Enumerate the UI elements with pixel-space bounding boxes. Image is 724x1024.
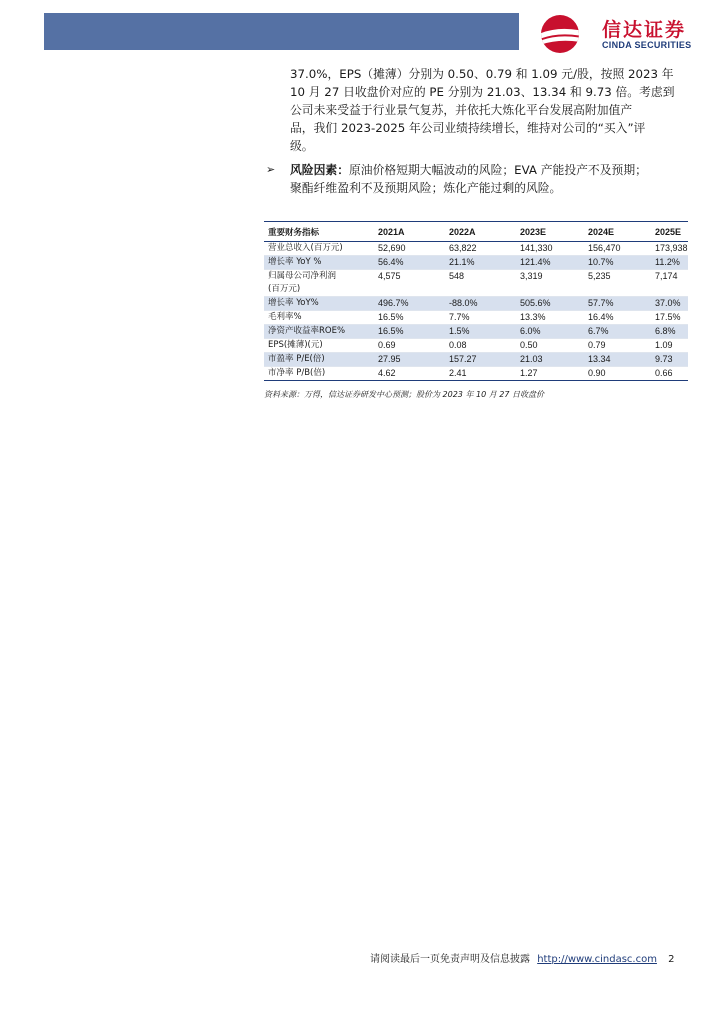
paragraph-line: 公司未来受益于行业景气复苏，并依托大炼化平台发展高附加值产 xyxy=(290,103,633,117)
table-cell: 21.03 xyxy=(516,353,584,367)
table-cell: 5,235 xyxy=(584,270,651,297)
table-cell: 505.6% xyxy=(516,297,584,311)
table-cell: 0.90 xyxy=(584,367,651,381)
cinda-logo-icon xyxy=(531,13,593,55)
table-cell: 37.0% xyxy=(651,297,688,311)
paragraph-line: 品，我们 2023-2025 年公司业绩持续增长，维持对公司的“买入”评 xyxy=(290,121,646,135)
table-cell: 7.7% xyxy=(445,311,516,325)
table-cell: 1.5% xyxy=(445,325,516,339)
table-row xyxy=(264,339,688,353)
page-number: 2 xyxy=(668,954,675,965)
table-row xyxy=(264,311,688,325)
table-cell: 27.95 xyxy=(374,353,445,367)
table-cell: 9.73 xyxy=(651,353,688,367)
table-cell: 0.69 xyxy=(374,339,445,353)
financial-table xyxy=(264,221,688,381)
table-row xyxy=(264,297,688,311)
table-cell: 4.62 xyxy=(374,367,445,381)
column-header: 2022A xyxy=(445,222,516,242)
table-cell: 0.66 xyxy=(651,367,688,381)
table-row xyxy=(264,270,688,297)
table-row xyxy=(264,353,688,367)
risk-line: 聚酯纤维盈利不及预期风险；炼化产能过剩的风险。 xyxy=(290,181,562,195)
table-cell: 157.27 xyxy=(445,353,516,367)
row-label: 增长率 YoY % xyxy=(264,256,374,270)
column-header: 2024E xyxy=(584,222,651,242)
table-cell: 13.34 xyxy=(584,353,651,367)
table-cell: 52,690 xyxy=(374,242,445,256)
brand-name-en: CINDA SECURITIES xyxy=(602,40,692,50)
column-header: 2025E xyxy=(651,222,688,242)
footer-website-link[interactable]: http://www.cindasc.com xyxy=(537,954,657,965)
bullet-arrow-icon: ➢ xyxy=(266,163,276,176)
table-cell: 6.8% xyxy=(651,325,688,339)
table-cell: 6.7% xyxy=(584,325,651,339)
table-cell: 0.50 xyxy=(516,339,584,353)
table-cell: 121.4% xyxy=(516,256,584,270)
row-label-line: (百万元) xyxy=(268,284,301,294)
source-note: 资料来源：万得，信达证券研发中心预测；股价为 2023 年 10 月 27 日收盘价 xyxy=(264,390,544,399)
table-cell: 57.7% xyxy=(584,297,651,311)
table-cell: 0.79 xyxy=(584,339,651,353)
table-row xyxy=(264,325,688,339)
table-cell: 141,330 xyxy=(516,242,584,256)
table-cell: -88.0% xyxy=(445,297,516,311)
table-cell: 13.3% xyxy=(516,311,584,325)
risk-factors xyxy=(266,161,686,197)
table-cell: 496.7% xyxy=(374,297,445,311)
table-cell: 11.2% xyxy=(651,256,688,270)
table-cell: 16.5% xyxy=(374,311,445,325)
row-label: 市盈率 P/E(倍) xyxy=(264,353,374,367)
table-cell: 21.1% xyxy=(445,256,516,270)
row-label: 市净率 P/B(倍) xyxy=(264,367,374,381)
table-cell: 1.27 xyxy=(516,367,584,381)
paragraph-line: 级。 xyxy=(290,139,314,153)
footer-disclaimer: 请阅读最后一页免责声明及信息披露 xyxy=(370,954,530,965)
table-header-row xyxy=(264,222,688,242)
table-cell: 10.7% xyxy=(584,256,651,270)
table-cell: 1.09 xyxy=(651,339,688,353)
table-cell: 56.4% xyxy=(374,256,445,270)
column-header: 2023E xyxy=(516,222,584,242)
table-cell: 0.08 xyxy=(445,339,516,353)
table-cell: 3,319 xyxy=(516,270,584,297)
table-cell: 6.0% xyxy=(516,325,584,339)
row-label: EPS(摊薄)(元) xyxy=(264,339,374,353)
table-cell: 16.4% xyxy=(584,311,651,325)
table-cell: 2.41 xyxy=(445,367,516,381)
table-cell: 7,174 xyxy=(651,270,688,297)
row-label: 营业总收入(百万元) xyxy=(264,242,374,256)
table-row xyxy=(264,256,688,270)
table-cell: 63,822 xyxy=(445,242,516,256)
table-cell: 16.5% xyxy=(374,325,445,339)
table-row xyxy=(264,242,688,256)
summary-paragraph xyxy=(290,65,686,155)
risk-line xyxy=(266,161,686,179)
row-label: 增长率 YoY% xyxy=(264,297,374,311)
risk-label: 风险因素： xyxy=(290,163,349,177)
table-cell: 17.5% xyxy=(651,311,688,325)
table-cell: 173,938 xyxy=(651,242,688,256)
brand-logo xyxy=(531,13,706,55)
row-label: 净资产收益率ROE% xyxy=(264,325,374,339)
risk-text: 原油价格短期大幅波动的风险；EVA 产能投产不及预期； xyxy=(349,163,647,177)
row-label xyxy=(264,270,374,297)
brand-name-cn: 信达证券 xyxy=(602,19,687,41)
column-header: 2021A xyxy=(374,222,445,242)
table-cell: 548 xyxy=(445,270,516,297)
table-cell: 4,575 xyxy=(374,270,445,297)
row-label: 毛利率% xyxy=(264,311,374,325)
column-header: 重要财务指标 xyxy=(264,222,374,242)
row-label-line: 归属母公司净利润 xyxy=(268,271,337,281)
header-bar xyxy=(44,13,519,50)
page-footer xyxy=(370,950,675,965)
paragraph-line: 37.0%，EPS（摊薄）分别为 0.50、0.79 和 1.09 元/股，按照 2023 年 xyxy=(290,67,674,81)
table-cell: 156,470 xyxy=(584,242,651,256)
paragraph-line: 10 月 27 日收盘价对应的 PE 分别为 21.03、13.34 和 9.73 倍。考虑到 xyxy=(290,85,675,99)
table-row xyxy=(264,367,688,381)
